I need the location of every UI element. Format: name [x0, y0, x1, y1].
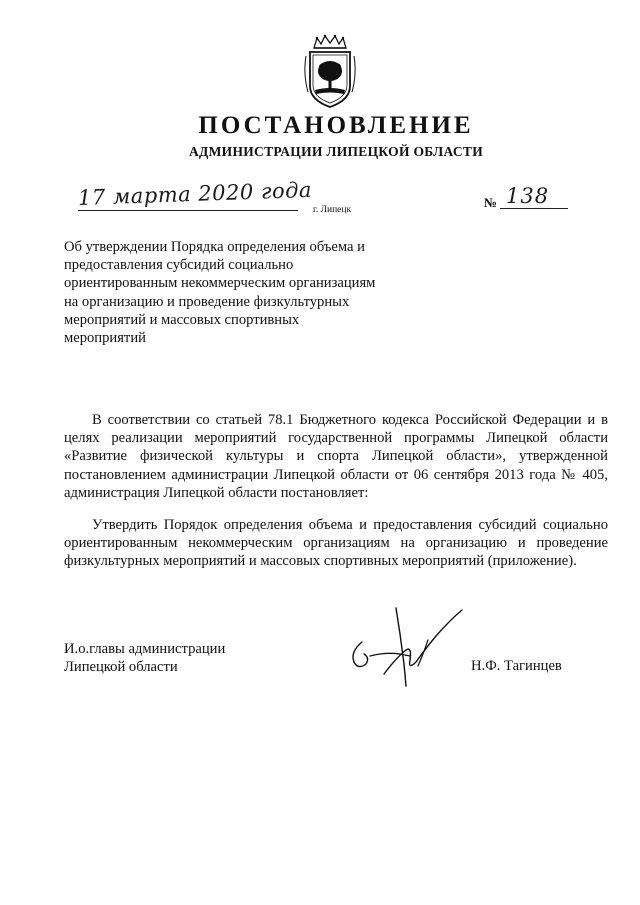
- paragraph-line: «Развитие физической культуры и спорта Липецкой области», утвержденной: [64, 448, 608, 465]
- document-title: ПОСТАНОВЛЕНИЕ: [198, 112, 474, 139]
- paragraph-line: постановлением администрации Липецкой области от 06 сентября 2013 года № 405,: [64, 466, 608, 483]
- subject-line: предоставления субсидий социально: [64, 257, 294, 274]
- paragraph-line: В соответствии со статьей 78.1 Бюджетного кодекса Российской Федерации и в: [92, 412, 608, 428]
- subject-line: на организацию и проведение физкультурных: [64, 293, 350, 310]
- handwritten-document-number: 138: [506, 184, 550, 208]
- city-label: г. Липецк: [313, 205, 352, 215]
- paragraph-line: ориентированным некоммерческим организациям на организацию и проведение: [64, 535, 608, 552]
- handwritten-date: 17 марта 2020 года: [77, 177, 313, 210]
- handwritten-signature: [340, 604, 470, 694]
- paragraph-line: Утвердить Порядок определения объема и предоставления субсидий социально: [92, 517, 608, 533]
- number-sign: №: [484, 195, 498, 210]
- document-subject: [64, 238, 404, 347]
- signer-position-line: Липецкой области: [64, 659, 178, 676]
- lipetsk-coat-of-arms-icon: [300, 34, 360, 110]
- signer-position-line: И.о.главы администрации: [64, 641, 226, 657]
- subject-line: Об утверждении Порядка определения объема и: [64, 239, 365, 255]
- date-underline: [78, 210, 298, 211]
- signer-name: Н.Ф. Тагинцев: [471, 658, 562, 674]
- subject-line: ориентированным некоммерческим организациям: [64, 275, 376, 292]
- paragraph-line: целях реализации мероприятий государственной программы Липецкой области: [64, 430, 608, 447]
- resolution-paragraph: [64, 516, 608, 571]
- subject-line: мероприятий: [64, 330, 146, 347]
- subject-line: мероприятий и массовых спортивных: [64, 311, 300, 328]
- issuing-authority: АДМИНИСТРАЦИИ ЛИПЕЦКОЙ ОБЛАСТИ: [188, 144, 484, 159]
- signer-position: [64, 640, 225, 676]
- number-underline: [500, 208, 568, 209]
- paragraph-line: администрация Липецкой области постановляет:: [64, 484, 369, 501]
- paragraph-line: физкультурных мероприятий и массовых спортивных мероприятий (приложение).: [64, 553, 577, 570]
- preamble-paragraph: [64, 411, 608, 502]
